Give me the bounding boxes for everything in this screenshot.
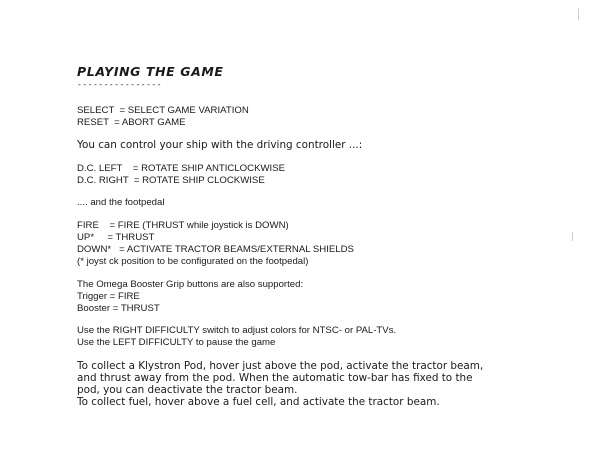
footpedal-fire: FIRE = FIRE (THRUST while joystick is DOWN) — [77, 220, 289, 231]
heading-underline: ---------------- — [77, 80, 163, 89]
booster-intro: The Omega Booster Grip buttons are also supported: — [77, 279, 304, 290]
difficulty-right: Use the RIGHT DIFFICULTY switch to adjust colors for NTSC- or PAL-TVs. — [77, 325, 397, 336]
scan-mark — [572, 232, 573, 241]
section-heading: PLAYING THE GAME — [77, 64, 224, 79]
difficulty-left: Use the LEFT DIFFICULTY to pause the game — [77, 337, 276, 348]
klystron-line-1: To collect a Klystron Pod, hover just above the pod, activate the tractor beam, — [77, 360, 484, 372]
driving-intro: You can control your ship with the driving controller ...: — [77, 139, 363, 151]
klystron-line-2: and thrust away from the pod. When the automatic tow-bar has fixed to the — [77, 372, 473, 384]
control-reset: RESET = ABORT GAME — [77, 117, 186, 128]
driving-right: D.C. RIGHT = ROTATE SHIP CLOCKWISE — [77, 175, 265, 186]
booster-booster: Booster = THRUST — [77, 303, 160, 314]
booster-trigger: Trigger = FIRE — [77, 291, 140, 302]
footpedal-note: (* joyst ck position to be configurated on the footpedal) — [77, 256, 309, 267]
driving-left: D.C. LEFT = ROTATE SHIP ANTICLOCKWISE — [77, 163, 285, 174]
footpedal-down: DOWN* = ACTIVATE TRACTOR BEAMS/EXTERNAL SHIELDS — [77, 244, 354, 255]
footpedal-up: UP* = THRUST — [77, 232, 155, 243]
klystron-line-3: pod, you can deactivate the tractor beam. — [77, 384, 298, 396]
klystron-line-4: To collect fuel, hover above a fuel cell, and activate the tractor beam. — [77, 396, 440, 408]
control-select: SELECT = SELECT GAME VARIATION — [77, 105, 249, 116]
scan-mark — [578, 8, 579, 20]
footpedal-intro: .... and the footpedal — [77, 197, 165, 208]
